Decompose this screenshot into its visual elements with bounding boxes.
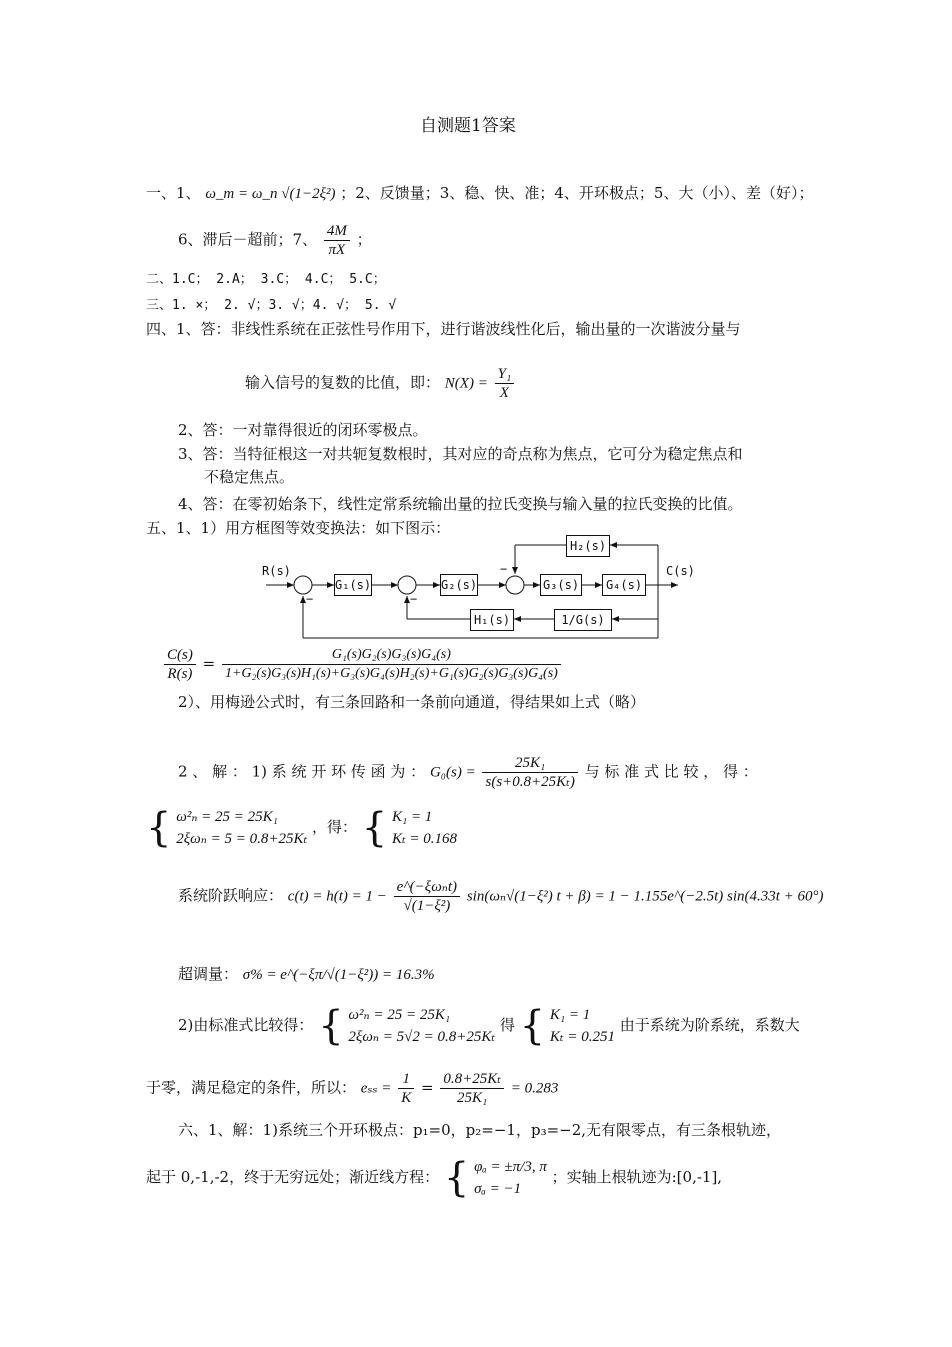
fraction-go bbox=[482, 754, 577, 791]
formula-rhs: = 0.283 bbox=[510, 1080, 559, 1097]
text: ，得： bbox=[311, 818, 357, 836]
eq-1: ω²ₙ = 25 = 25K₁ bbox=[348, 1007, 451, 1023]
block-h1: H₁(s) bbox=[470, 609, 514, 631]
minus-sign-3: − bbox=[500, 562, 508, 576]
equals-sign: = bbox=[421, 1078, 434, 1097]
eq-1: ω²ₙ = 25 = 25K₁ bbox=[176, 809, 278, 825]
answer-4-3a: 3、答：当特征根这一对共轭复数根时，其对应的奇点称为焦点，它可分为稳定焦点和 bbox=[178, 445, 743, 463]
numerator: 1 bbox=[398, 1070, 414, 1089]
block-diagram bbox=[0, 0, 952, 660]
block-g1: G₁(s) bbox=[334, 574, 372, 596]
solution-b bbox=[550, 1004, 615, 1048]
answer-4-2: 2、答：一对靠得很近的闭环零极点。 bbox=[178, 421, 428, 439]
text: 由于系统为阶系统，系数大 bbox=[619, 1016, 800, 1034]
fraction-1-k bbox=[398, 1070, 414, 1107]
brace: { bbox=[361, 805, 388, 851]
formula-rhs: sin(ωₙ√(1−ξ²) t + β) = 1 − 1.155e^(−2.5t) sin(4.33t + 60°) bbox=[466, 888, 824, 905]
input-label: R(s) bbox=[262, 564, 291, 578]
answer-5-2-intro bbox=[178, 754, 758, 791]
block-h2: H₂(s) bbox=[566, 535, 610, 557]
block-g3: G₃(s) bbox=[540, 574, 582, 596]
eq-1: K₁ = 1 bbox=[391, 809, 433, 825]
formula-lhs: eₛₛ = bbox=[360, 1080, 392, 1097]
eq-2: σₐ = −1 bbox=[474, 1181, 522, 1197]
system-a-eqs bbox=[176, 806, 307, 850]
fraction-cs-rs bbox=[164, 646, 196, 683]
text: ；实轴上根轨迹为:[0,-1], bbox=[551, 1168, 723, 1186]
answer-5-mason: 2）、用梅逊公式时，有三条回路和一条前向通道，得结果如上式（略） bbox=[178, 693, 646, 711]
text: 于零，满足稳定的条件，所以： bbox=[146, 1078, 357, 1097]
system-b bbox=[178, 1004, 800, 1048]
brace: { bbox=[443, 1155, 470, 1201]
numerator: 25K₁ bbox=[482, 754, 577, 773]
numerator: Y₁ bbox=[495, 365, 515, 384]
eq-2: 2ξωₙ = 5√2 = 0.8+25Kₜ bbox=[348, 1029, 496, 1045]
text: 超调量： bbox=[178, 965, 239, 983]
eq-1: φₐ = ±π/3, π bbox=[474, 1159, 547, 1175]
eq-2: Kₜ = 0.251 bbox=[549, 1029, 615, 1045]
fraction-ess bbox=[440, 1070, 504, 1107]
denominator: K bbox=[401, 1090, 412, 1106]
minus-sign-2: − bbox=[410, 592, 418, 606]
eq-1: K₁ = 1 bbox=[549, 1007, 591, 1023]
answer-6-line-2 bbox=[146, 1156, 722, 1200]
formula-lhs: N(X) = bbox=[444, 375, 488, 392]
equals-sign: = bbox=[202, 654, 216, 673]
text: 与 标 准 式 比 较 ， 得 ： bbox=[584, 762, 758, 781]
text: 得 bbox=[499, 1016, 515, 1034]
denominator: 1+G₂(s)G₃(s)H₁(s)+G₃(s)G₄(s)H₂(s)+G₁(s)G₂(s)G₃(s)G₄(s) bbox=[224, 666, 558, 681]
text: 2 、 解 ： 1) 系 统 开 环 传 函 为 ： bbox=[178, 762, 426, 781]
answer-6-line-1: 六、1、解：1)系统三个开环极点：p₁=0，p₂=−1，p₃=−2,无有限零点，有三条根轨迹， bbox=[178, 1121, 782, 1139]
numerator: C(s) bbox=[164, 646, 196, 665]
denominator: πX bbox=[328, 242, 346, 258]
denominator: 25K₁ bbox=[457, 1090, 488, 1106]
answer-4-4: 4、答：在零初始条下，线性定常系统输出量的拉氏变换与输入量的拉氏变换的比值。 bbox=[178, 495, 743, 513]
system-b-eqs bbox=[348, 1004, 495, 1048]
steady-state-error bbox=[146, 1070, 558, 1107]
answer-4-1a: 四、1、答：非线性系统在正弦性号作用下，进行谐波线性化后，输出量的一次谐波分量与 bbox=[146, 320, 741, 338]
text: 系统阶跃响应： bbox=[178, 886, 284, 905]
denominator: X bbox=[499, 385, 509, 401]
fraction-tf bbox=[222, 646, 561, 683]
formula-lhs: c(t) = h(t) = 1 − bbox=[287, 888, 387, 905]
brace: { bbox=[146, 805, 172, 851]
denominator: s(s+0.8+25Kₜ) bbox=[485, 774, 575, 790]
text: 输入信号的复数的比值，即： bbox=[245, 373, 441, 392]
text: ； bbox=[356, 230, 372, 249]
brace: { bbox=[519, 1003, 546, 1049]
transfer-function bbox=[162, 646, 563, 683]
asymptotes bbox=[474, 1156, 547, 1200]
denominator: √(1−ξ²) bbox=[403, 898, 451, 914]
label: 一、1、 bbox=[146, 184, 201, 202]
numerator: G₁(s)G₂(s)G₃(s)G₄(s) bbox=[222, 646, 561, 665]
formula-wm: ω_m = ω_n √(1−2ξ²) bbox=[205, 186, 336, 202]
eq-2: Kₜ = 0.168 bbox=[391, 831, 458, 847]
fraction-exp bbox=[394, 878, 460, 915]
numerator: e^(−ξωₙt) bbox=[394, 878, 460, 897]
numerator: 0.8+25Kₜ bbox=[440, 1070, 504, 1089]
block-diagram-lines bbox=[0, 0, 952, 660]
block-g4: G₄(s) bbox=[602, 574, 646, 596]
formula: σ% = e^(−ξπ/√(1−ξ²)) = 16.3% bbox=[242, 967, 435, 983]
answer-4-3b: 不稳定焦点。 bbox=[204, 468, 295, 486]
numerator: 4M bbox=[324, 222, 350, 241]
page-title: 自测题1答案 bbox=[420, 116, 516, 136]
label: 6、滞后－超前；7、 bbox=[178, 230, 318, 249]
eq-2: 2ξωₙ = 5 = 0.8+25Kₜ bbox=[176, 831, 308, 847]
formula-lhs: G₀(s) = bbox=[429, 764, 476, 781]
step-response bbox=[178, 878, 824, 915]
solution-a bbox=[392, 806, 457, 850]
brace: { bbox=[318, 1003, 344, 1049]
minus-sign-1: − bbox=[306, 592, 314, 606]
block-g2: G₂(s) bbox=[440, 574, 478, 596]
answer-2: 二、1.C； 2.A； 3.C； 4.C； 5.C； bbox=[146, 272, 386, 287]
denominator: R(s) bbox=[167, 666, 193, 682]
answer-5-intro: 五、1、1）用方框图等效变换法：如下图示： bbox=[146, 519, 451, 537]
answer-3: 三、1. ×； 2. √；3. √；4. √； 5. √ bbox=[146, 298, 397, 313]
text: 2)由标准式比较得： bbox=[178, 1016, 314, 1034]
overshoot bbox=[178, 964, 435, 985]
output-label: C(s) bbox=[666, 564, 695, 578]
system-a bbox=[146, 806, 457, 850]
block-inv-g: 1/G(s) bbox=[554, 609, 612, 631]
text: 起于 0,-1,-2，终于无穷远处；渐近线方程： bbox=[146, 1168, 440, 1186]
text: ；2、反馈量；3、稳、快、准；4、开环极点；5、大（小）、差（好）； bbox=[340, 184, 814, 202]
